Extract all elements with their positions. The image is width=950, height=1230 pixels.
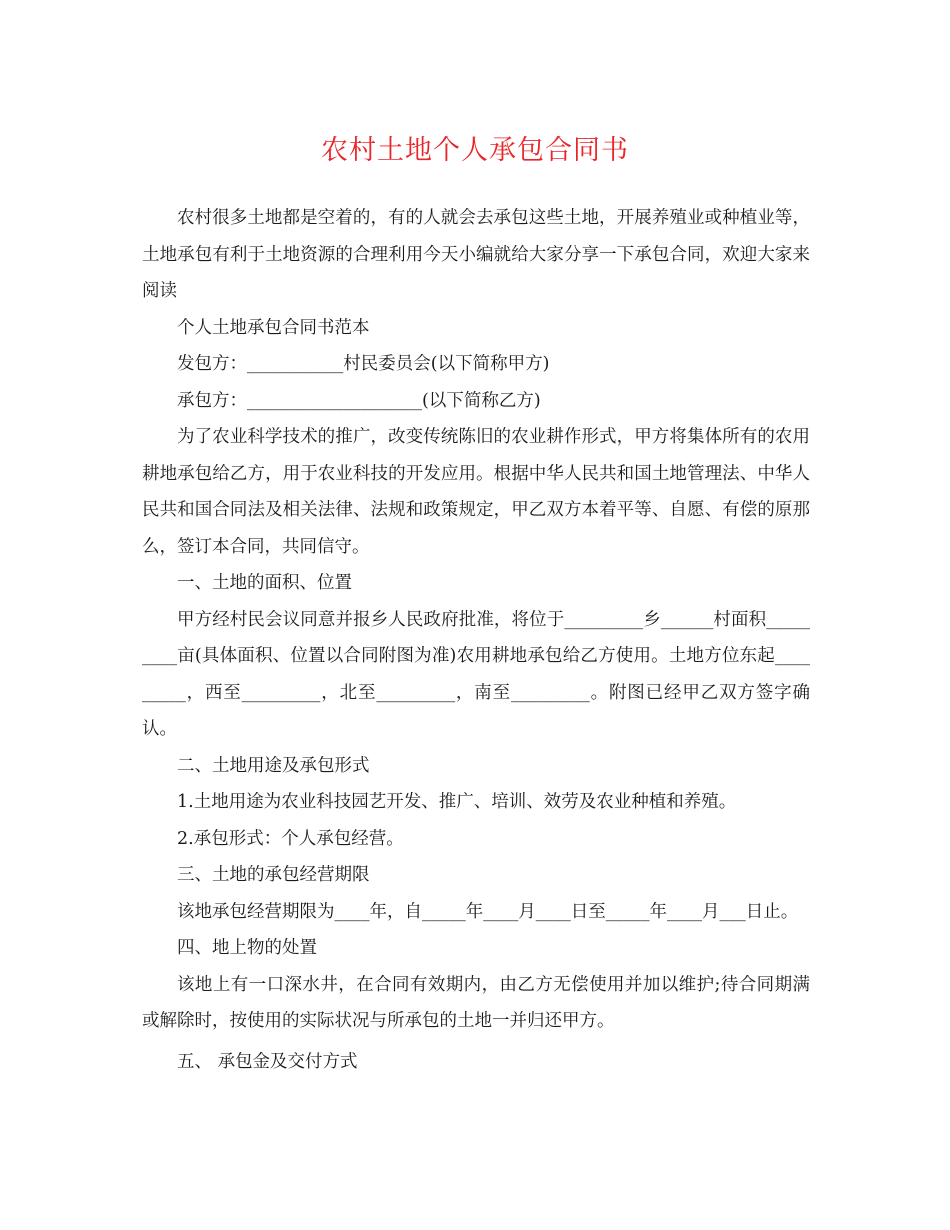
section-2-item-1: 1.土地用途为农业科技园艺开发、推广、培训、效劳及农业种植和养殖。 xyxy=(177,792,737,812)
intro-paragraph: 农村很多土地都是空着的，有的人就会去承包这些土地，开展养殖业或种植业等，土地承包有利于土地资源的合理利用今天小编就给大家分享一下承包合同，欢迎大家来阅读 xyxy=(142,208,810,301)
party-b-line: 承包方：____________________(以下简称乙方) xyxy=(177,390,541,411)
section-2-item-2: 2.承包形式：个人承包经营。 xyxy=(177,828,404,849)
document-title: 农村土地个人承包合同书 xyxy=(321,135,629,166)
section-5-heading: 五、 承包金及交付方式 xyxy=(177,1051,358,1072)
section-4-body: 该地上有一口深水井，在合同有效期内，由乙方无偿使用并加以维护;待合同期满或解除时，按使用的实际状况与所承包的土地一并归还甲方。 xyxy=(142,974,810,1031)
section-4-heading: 四、地上物的处置 xyxy=(177,938,317,958)
document-body xyxy=(142,200,810,1080)
section-3-body: 该地承包经营期限为____年，自_____年____月____日至_____年____月___日止。 xyxy=(177,901,799,922)
preamble-paragraph: 为了农业科学技术的推广，改变传统陈旧的农业耕作形式，甲方将集体所有的农用耕地承包给乙方，用于农业科技的开发应用。根据中华人民共和国土地管理法、中华人民共和国合同法及相关法律、法规和政策规定，甲乙双方本着平等、自愿、有偿的原那么，签订本合同，共同信守。 xyxy=(142,427,810,557)
sample-heading: 个人土地承包合同书范本 xyxy=(177,317,370,338)
section-1-heading: 一、土地的面积、位置 xyxy=(177,573,352,593)
section-2-heading: 二、土地用途及承包形式 xyxy=(177,755,370,776)
section-3-heading: 三、土地的承包经营期限 xyxy=(177,865,370,885)
party-a-line: 发包方：___________村民委员会(以下简称甲方) xyxy=(177,354,550,374)
section-1-body: 甲方经村民会议同意并报乡人民政府批准，将位于_________乡______村面积_________亩(具体面积、位置以合同附图为准)农用耕地承包给乙方使用。土地方位东起_________，西至_________，北至_________，南至_________。附图已经甲乙双方签字确认。 xyxy=(142,609,810,739)
